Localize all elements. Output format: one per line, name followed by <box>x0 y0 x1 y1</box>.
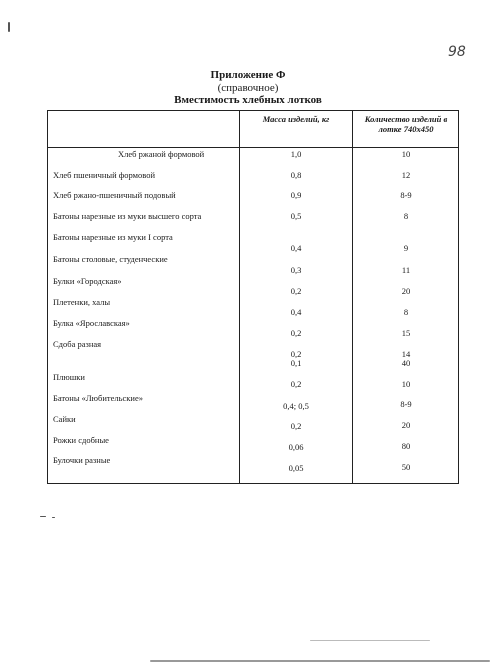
row-mass: 0,1 <box>290 358 302 368</box>
row-mass: 0,06 <box>288 442 304 452</box>
row-name: Батоны нарезные из муки высшего сорта <box>53 211 202 221</box>
header-divider <box>48 147 458 148</box>
row-name: Хлеб пшеничный формовой <box>53 170 156 180</box>
row-count: 8 <box>403 307 409 317</box>
row-count: 8-9 <box>400 399 412 409</box>
row-name: Сдоба разная <box>53 339 102 349</box>
row-count: 15 <box>401 328 411 338</box>
row-count: 40 <box>401 358 411 368</box>
row-count: 20 <box>401 420 411 430</box>
row-name: Рожки сдобные <box>53 435 109 445</box>
row-name: Батоны столовые, студенческие <box>53 254 168 264</box>
row-name: Булки «Городская» <box>53 276 122 286</box>
row-name: Сайки <box>53 414 76 424</box>
scan-artifact <box>150 660 490 662</box>
row-count: 11 <box>401 265 411 275</box>
scan-artifact <box>8 22 10 32</box>
row-mass: 0,2 <box>290 286 302 296</box>
row-count: 10 <box>401 149 411 159</box>
row-mass: 0,8 <box>290 170 302 180</box>
row-name: Плюшки <box>53 372 85 382</box>
row-name: Хлеб ржано-пшеничный подовый <box>53 190 176 200</box>
capacity-table <box>47 110 459 484</box>
row-count: 50 <box>401 462 411 472</box>
table-title: Вместимость хлебных лотков <box>174 94 322 106</box>
row-count: 80 <box>401 441 411 451</box>
column-divider <box>352 111 353 483</box>
row-mass: 1,0 <box>290 149 302 159</box>
scan-artifact <box>52 517 55 518</box>
row-mass: 0,3 <box>290 265 302 275</box>
scan-artifact <box>310 640 430 641</box>
header-mass: Масса изделий, кг <box>262 114 330 124</box>
row-name: Хлеб ржаной формовой <box>118 149 205 159</box>
scan-artifact <box>40 516 46 517</box>
page-number: 98 <box>448 44 466 60</box>
row-count: 8 <box>403 211 409 221</box>
row-count: 12 <box>401 170 411 180</box>
row-mass: 0,2 <box>290 379 302 389</box>
appendix-title: Приложение Ф <box>210 69 286 81</box>
row-count: 14 <box>401 349 411 359</box>
row-mass: 0,4 <box>290 307 302 317</box>
row-name: Батоны нарезные из муки I сорта <box>53 232 173 242</box>
row-name: Батоны «Любительские» <box>53 393 143 403</box>
appendix-subtitle: (справочное) <box>217 82 279 94</box>
row-name: Булка «Ярославская» <box>53 318 130 328</box>
row-mass: 0,5 <box>290 211 302 221</box>
row-mass: 0,05 <box>288 463 304 473</box>
row-count: 10 <box>401 379 411 389</box>
row-mass: 0,2 <box>290 328 302 338</box>
row-mass: 0,4 <box>290 243 302 253</box>
row-mass: 0,4; 0,5 <box>283 401 309 411</box>
row-mass: 0,2 <box>290 349 302 359</box>
row-name: Булочки разные <box>53 455 111 465</box>
row-name: Плетенки, халы <box>53 297 111 307</box>
row-mass: 0,2 <box>290 421 302 431</box>
row-mass: 0,9 <box>290 190 302 200</box>
row-count: 8-9 <box>400 190 412 200</box>
row-count: 9 <box>403 243 409 253</box>
header-count: Количество изделий в лотке 740х450 <box>364 114 448 134</box>
row-count: 20 <box>401 286 411 296</box>
